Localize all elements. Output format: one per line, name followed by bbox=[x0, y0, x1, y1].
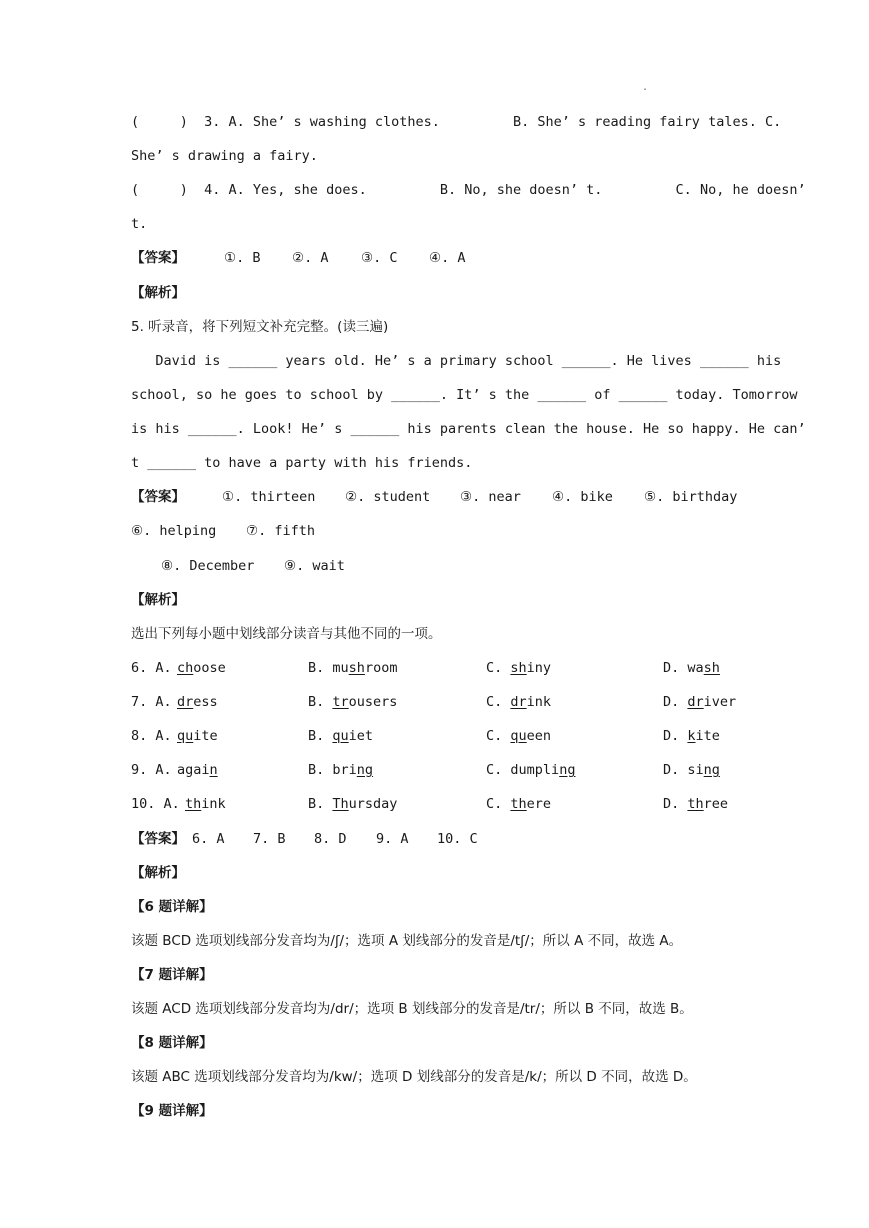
option-d: D. sing bbox=[663, 762, 720, 778]
passage-line-1: David is ______ years old. He’ s a primary school ______. He lives ______ his bbox=[131, 353, 782, 369]
question-number: 6. A. bbox=[131, 660, 172, 676]
question-number: 7. A. bbox=[131, 694, 172, 710]
analysis-label: 【解析】 bbox=[131, 285, 185, 301]
phonics-row-10 bbox=[131, 794, 741, 814]
answer-item: 6. A bbox=[192, 831, 225, 847]
answer-item: 8. D bbox=[314, 831, 347, 847]
question-5-title: 5. 听录音，将下列短文补充完整。(读三遍) bbox=[131, 319, 389, 335]
option-d: D. kite bbox=[663, 728, 720, 744]
analysis-label: 【解析】 bbox=[131, 865, 185, 881]
option-b: B. bring bbox=[308, 762, 374, 778]
answer-item: ④. bike bbox=[552, 489, 613, 505]
phonics-instruction: 选出下列每小题中划线部分读音与其他不同的一项。 bbox=[131, 626, 442, 642]
analysis-label: 【解析】 bbox=[131, 592, 185, 608]
question-number: 8. A. bbox=[131, 728, 172, 744]
option-c: C. there bbox=[486, 796, 552, 812]
option-c: C. drink bbox=[486, 694, 552, 710]
option-b: B. quiet bbox=[308, 728, 374, 744]
option-b: B. mushroom bbox=[308, 660, 398, 676]
answer-item: ②. A bbox=[292, 250, 329, 266]
question-4-line-2: t. bbox=[131, 216, 148, 232]
passage-line-3: is his ______. Look! He’ s ______ his parents clean the house. He so happy. He can’ bbox=[131, 421, 806, 437]
option-a: dress bbox=[177, 694, 218, 710]
question-3-line-1: ( ) 3. A. She’ s washing clothes. B. She’ s reading fairy tales. C. bbox=[131, 114, 782, 130]
answer-item: 7. B bbox=[253, 831, 286, 847]
option-a: think bbox=[185, 796, 226, 812]
answer-item: ②. student bbox=[345, 489, 431, 505]
answer-item: ③. near bbox=[460, 489, 521, 505]
question-number: 9. A. bbox=[131, 762, 172, 778]
detail-label-7: 【7 题详解】 bbox=[131, 967, 213, 983]
answer-item: ⑤. birthday bbox=[644, 489, 738, 505]
detail-label-9: 【9 题详解】 bbox=[131, 1103, 213, 1119]
passage-line-4: t ______ to have a party with his friends. bbox=[131, 455, 473, 471]
detail-text-7: 该题 ACD 选项划线部分发音均为/dr/；选项 B 划线部分的发音是/tr/；所以 B 不同，故选 B。 bbox=[131, 1001, 693, 1017]
option-d: D. three bbox=[663, 796, 729, 812]
phonics-row-6 bbox=[131, 658, 741, 678]
answer-item: ⑦. fifth bbox=[246, 523, 315, 539]
detail-label-6: 【6 题详解】 bbox=[131, 899, 213, 915]
option-c: C. shiny bbox=[486, 660, 552, 676]
answer-label: 【答案】 bbox=[131, 250, 185, 266]
detail-text-8: 该题 ABC 选项划线部分发音均为/kw/；选项 D 划线部分的发音是/k/；所以 D 不同，故选 D。 bbox=[131, 1069, 697, 1085]
question-4-line-1: ( ) 4. A. Yes, she does. B. No, she doesn’ t. C. No, he doesn’ bbox=[131, 182, 806, 198]
header-mark: . bbox=[642, 82, 649, 93]
question-number: 10. A. bbox=[131, 796, 180, 812]
answer-item: ⑨. wait bbox=[284, 558, 345, 574]
option-c: C. queen bbox=[486, 728, 552, 744]
option-a: quite bbox=[177, 728, 218, 744]
phonics-row-7 bbox=[131, 692, 741, 712]
answer-item: ⑧. December bbox=[161, 558, 255, 574]
phonics-row-9 bbox=[131, 760, 741, 780]
answer-label: 【答案】 bbox=[131, 489, 185, 505]
question-3-line-2: She’ s drawing a fairy. bbox=[131, 148, 318, 164]
answer-item: ①. thirteen bbox=[222, 489, 316, 505]
option-b: B. Thursday bbox=[308, 796, 398, 812]
option-d: D. driver bbox=[663, 694, 737, 710]
detail-text-6: 该题 BCD 选项划线部分发音均为/ʃ/；选项 A 划线部分的发音是/tʃ/；所以 A 不同，故选 A。 bbox=[131, 933, 683, 949]
option-a: again bbox=[177, 762, 218, 778]
option-a: choose bbox=[177, 660, 226, 676]
answer-item: 9. A bbox=[376, 831, 409, 847]
option-d: D. wash bbox=[663, 660, 720, 676]
answer-item: ③. C bbox=[361, 250, 398, 266]
option-c: C. dumpling bbox=[486, 762, 576, 778]
phonics-row-8 bbox=[131, 726, 741, 746]
answer-item: ⑥. helping bbox=[131, 523, 217, 539]
answer-item: ④. A bbox=[429, 250, 466, 266]
option-b: B. trousers bbox=[308, 694, 398, 710]
answer-item: 10. C bbox=[437, 831, 478, 847]
answer-item: ①. B bbox=[224, 250, 261, 266]
detail-label-8: 【8 题详解】 bbox=[131, 1035, 213, 1051]
answer-label: 【答案】 bbox=[131, 831, 185, 847]
passage-line-2: school, so he goes to school by ______. It’ s the ______ of ______ today. Tomorrow bbox=[131, 387, 798, 403]
